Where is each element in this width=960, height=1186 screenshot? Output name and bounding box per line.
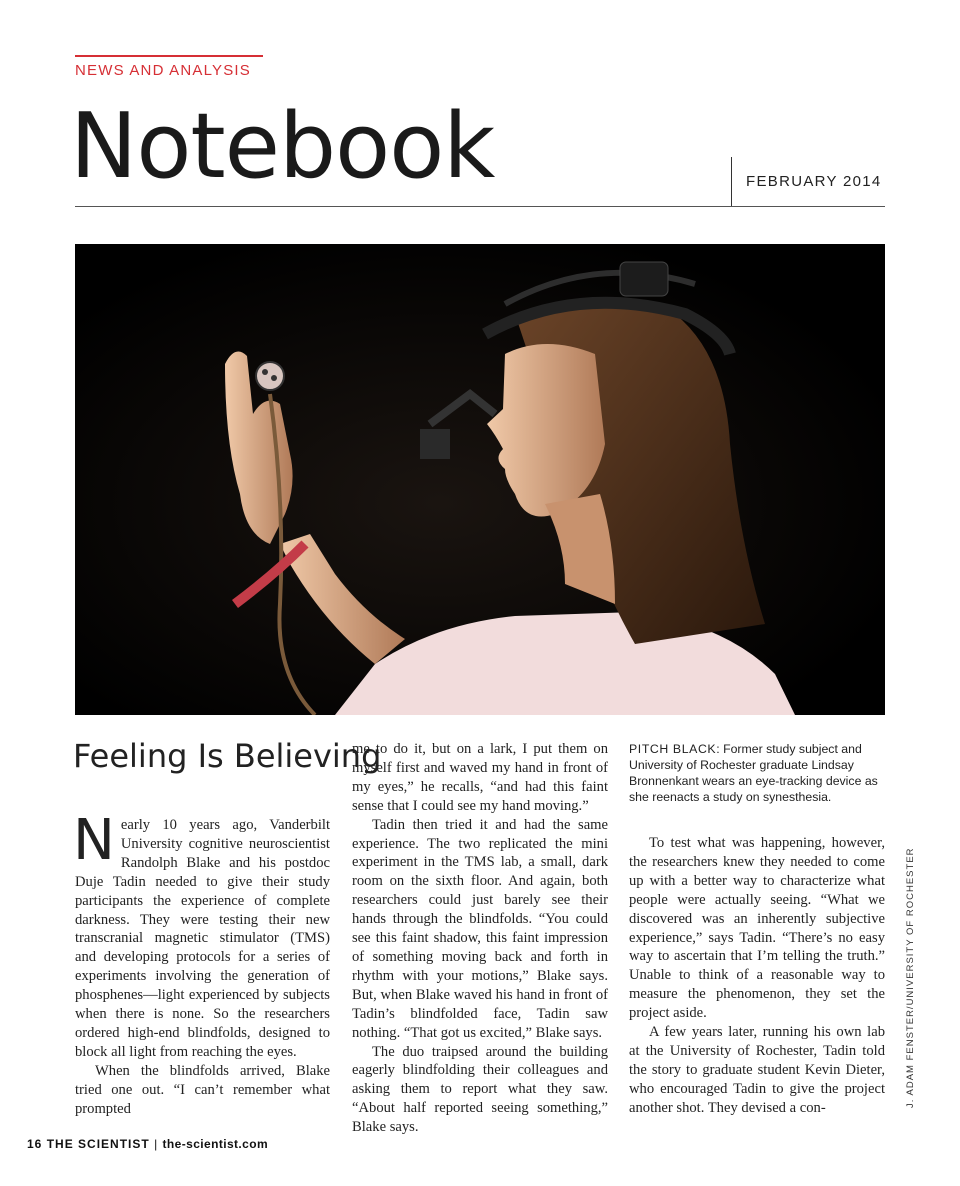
page-title: Notebook — [70, 94, 495, 199]
publication-url: the-scientist.com — [162, 1137, 269, 1151]
article-column-2 — [352, 740, 608, 1137]
article-headline: Feeling Is Believing — [73, 737, 382, 775]
page-footer — [27, 1137, 268, 1151]
issue-date: FEBRUARY 2014 — [746, 173, 882, 190]
article-paragraph: A few years later, running his own lab at the University of Rochester, Tadin told the story to graduate student Kevin Dieter, who encouraged Tadin to give the project another shot. They devised a con- — [629, 1024, 885, 1116]
photo-credit: J. ADAM FENSTER/UNIVERSITY OF ROCHESTER — [905, 847, 916, 1108]
article-paragraph: The duo traipsed around the building eagerly blindfolding their colleagues and asking them to report what they saw. “About half reported seeing something,” Blake says. — [352, 1043, 608, 1136]
caption-text: : Former study subject and University of Rochester graduate Lindsay Bronnenkant wears an eye-tracking device as she reenacts a study on synesthesia. — [629, 742, 878, 804]
article-paragraph: When the blindfolds arrived, Blake tried one out. “I can’t remember what prompted — [75, 1062, 330, 1117]
footer-separator: | — [154, 1137, 159, 1151]
section-label: NEWS AND ANALYSIS — [75, 62, 252, 79]
article-column-1 — [73, 808, 330, 1119]
publication-name: THE SCIENTIST — [46, 1137, 150, 1151]
article-paragraph: me to do it, but on a lark, I put them on myself first and waved my hand in front of my eyes,” he recalls, “and had this faint sense that I could see my hand moving.” — [352, 741, 608, 814]
photo-caption — [629, 741, 885, 805]
page-number: 16 — [27, 1137, 43, 1151]
article-paragraph: Tadin then tried it and had the same experience. The two replicated the mini experiment in the TMS lab, a small, dark room on the sixth floor. And again, both researchers could just barely see their hands through the blindfolds. “You could see this faint shadow, this faint impression of something moving back and forth in rhythm with your motions,” Blake says. But, when Blake waved his hand in front of Tadin’s blindfolded face, Tadin saw nothing. “That got us excited,” Blake says. — [352, 816, 608, 1041]
header-rule — [75, 206, 885, 207]
paragraph-text: early 10 years ago, Vanderbilt University cognitive neuroscientist Randolph Blake and his postdoc Duje Tadin needed to give their study participants the experience of complete darkness. They were testing their new transcranial magnetic stimulator (TMS) and developing protocols for a series of experiments involving the generation of phosphenes—light experienced by subjects when there is none. So the researchers ordered high-end blindfolds, designed to block all light from reaching the eyes. — [75, 817, 330, 1060]
feature-photo — [75, 244, 885, 715]
drop-cap: N — [73, 808, 115, 873]
article-paragraph: To test what was happening, however, the researchers knew they needed to come up with a better way to characterize what people were actually seeing. “What we discovered was an inherently subjective experience,” says Tadin. “There’s no easy way to ascertain that I’m telling the truth.” Unable to think of a reasonable way to measure the phenomenon, they set the project aside. — [629, 835, 885, 1022]
caption-lead: PITCH BLACK — [629, 742, 717, 756]
article-paragraph — [73, 808, 330, 1062]
photo-illustration — [75, 244, 885, 715]
title-divider — [731, 157, 732, 207]
section-rule — [75, 55, 263, 57]
article-column-3 — [629, 834, 885, 1118]
